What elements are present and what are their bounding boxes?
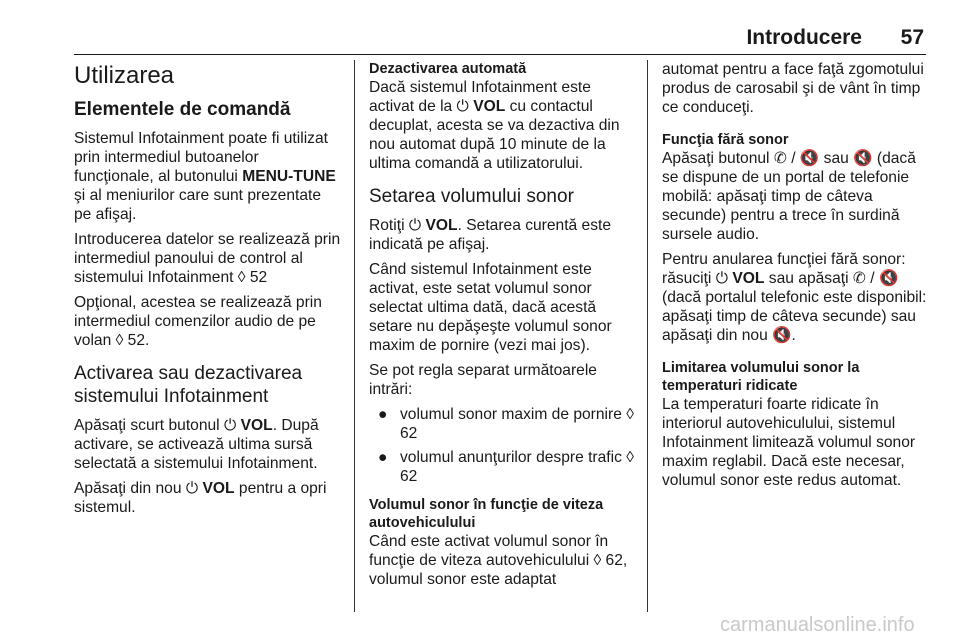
paragraph-temperature: La temperaturi foarte ridicate în interiorul autovehiculului, sistemul Infotainment limitează volumul sonor maxim reglabil. Dacă este necesar, volumul sonor este redus automat. [662,396,916,489]
heading-auto-off: Dezactivarea automată [369,61,527,77]
list-item [369,405,637,443]
list-item-text: volumul anunţurilor despre trafic ◊ 62 [400,449,634,485]
vol-label: VOL [425,217,458,234]
paragraph-continued: automat pentru a face faţă zgomotului produs de carosabil şi de vânt în timp ce conduceţi. [662,61,924,116]
paragraph-rotate [369,216,637,254]
text: Sistemul Infotainment poate fi utilizat prin intermediul butoanelor funcţionale, al butonului [74,130,328,185]
text: . Setarea curentă este indicată pe afişaj. [369,217,612,253]
heading-speed-volume: Volumul sonor în funcţie de viteza autovehiculului [369,497,604,531]
paragraph-mute: Apăsaţi butonul ✆ / 🔇 sau 🔇 (dacă se dispune de un portal de telefonie mobilă: apăsaţi timp de câteva secunde) pentru a trece în surdină sursele audio. [662,150,916,243]
bullet-list [369,405,637,486]
paragraph-last-volume: Când sistemul Infotainment este activat, este setat volumul sonor selectat ultima dată, dacă acestă setare nu depăşeşte volumul sonor maxim de pornire (vezi mai jos). [369,261,612,354]
watermark: carmanualsonline.info [720,614,915,636]
text: sau apăsaţi ✆ / 🔇 (dacă portalul telefonic este disponibil: apăsaţi timp de câteva secunde) sau apăsaţi din nou 🔇. [662,270,927,344]
paragraph-separate: Se pot regla separat următoarele intrări: [369,362,597,398]
text: Rotiţi ⏻ [369,217,426,234]
text: Apăsaţi scurt butonul ⏻ [74,417,241,434]
page-number: 57 [900,26,924,49]
text: . După activare, se activează ultima sursă selectată a sistemului Infotainment. [74,417,319,472]
heading-volume: Setarea volumului sonor [369,186,574,207]
column-2 [369,60,637,595]
page-header [74,24,926,55]
list-item-text: volumul sonor maxim de pornire ◊ 62 [400,406,634,442]
column-divider-1 [354,60,355,612]
column-3 [662,60,930,496]
text: Pentru anularea funcţiei fără sonor: răsuciţi ⏻ [662,251,906,287]
paragraph-speed-volume: Când este activat volumul sonor în funcţie de viteza autovehiculului ◊ 62, volumul sonor este adaptat [369,533,628,588]
text: şi al meniurilor care sunt prezentate pe afişaj. [74,187,322,223]
vol-label: VOL [240,417,273,434]
list-item [369,448,637,486]
paragraph-auto-off [369,78,637,173]
header-title: Introducere [746,26,862,49]
heading-mute: Funcţia fără sonor [662,132,789,148]
section-title: Utilizarea [74,62,175,89]
text: Dacă sistemul Infotainment este activat de la ⏻ [369,79,591,115]
bullet-icon: ● [378,449,388,466]
paragraph-input: Introducerea datelor se realizează prin intermediul panoului de control al sistemului Infotainment ◊ 52 [74,231,341,286]
menu-tune-label: MENU-TUNE [242,168,336,185]
paragraph-controls [74,129,342,224]
vol-label: VOL [202,480,235,497]
paragraph-on [74,416,342,473]
paragraph-off [74,479,342,517]
heading-controls: Elementele de comandă [74,99,291,120]
vol-label: VOL [732,270,765,287]
text: Apăsaţi din nou ⏻ [74,480,203,497]
heading-on-off: Activarea sau dezactivarea sistemului Infotainment [74,363,303,407]
column-1 [74,60,342,523]
paragraph-unmute [662,250,930,345]
text: pentru a opri sistemul. [74,480,327,516]
paragraph-steering: Opţional, acestea se realizează prin intermediul comenzilor audio de pe volan ◊ 52. [74,294,322,349]
text: cu contactul decuplat, acesta se va dezactiva din nou automat după 10 minute de la ultima comandă a utilizatorului. [369,98,620,172]
heading-temperature: Limitarea volumului sonor la temperaturi ridicate [662,360,860,394]
vol-label: VOL [473,98,506,115]
column-divider-2 [647,60,648,612]
bullet-icon: ● [378,406,388,423]
